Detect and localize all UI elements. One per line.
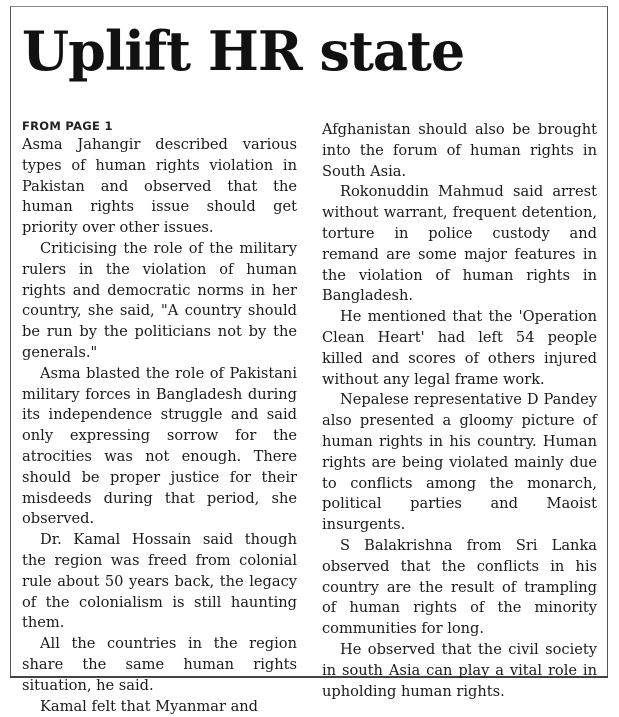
paragraph: Asma blasted the role of Pakistani military forces in Bangladesh during its independence struggle and said only expressing sorrow for the atrocities was not enough. There should be proper justice for their misdeeds during that period, she observed. bbox=[22, 364, 297, 528]
paragraph: Dr. Kamal Hossain said though the region was freed from colonial rule about 50 years back, the legacy of the colonialism is still haunting them. bbox=[22, 531, 297, 632]
paragraph: Nepalese representative D Pandey also presented a gloomy picture of human rights in his country. Human rights are being violated mainly due to conflicts among the monarch, political parties and Maoist insurgents. bbox=[322, 391, 597, 534]
paragraph: S Balakrishna from Sri Lanka observed that the conflicts in his country are the result of trampling of human rights of the minority communities for long. bbox=[322, 536, 597, 638]
paragraph: Criticising the role of the military rulers in the violation of human rights and democratic norms in her country, she said, "A country should be run by the politicians not by the generals." bbox=[22, 239, 297, 361]
kicker-from-page: FROM PAGE 1 bbox=[22, 119, 113, 133]
paragraph: Asma Jahangir described various types of human rights violation in Pakistan and observed that the human rights issue should get priority over other issues. bbox=[22, 136, 297, 237]
paragraph-continuation: Afghanistan should also be brought into the forum of human rights in South Asia. bbox=[322, 121, 597, 180]
article-column-left bbox=[22, 118, 297, 717]
paragraph: He observed that the civil society in south Asia can play a vital role in upholding human rights. bbox=[322, 640, 597, 700]
paragraph: Rokonuddin Mahmud said arrest without warrant, frequent detention, torture in police custody and remand are some major features in the violation of human rights in Bangladesh. bbox=[322, 183, 597, 305]
paragraph: All the countries in the region share the same human rights situation, he said. bbox=[22, 635, 297, 694]
paragraph: He mentioned that the 'Operation Clean Heart' had left 54 people killed and scores of others injured without any legal frame work. bbox=[322, 308, 597, 388]
paragraph-continued: Kamal felt that Myanmar and bbox=[40, 697, 259, 715]
article-column-right bbox=[322, 120, 597, 702]
headline: Uplift HR state bbox=[22, 19, 465, 83]
